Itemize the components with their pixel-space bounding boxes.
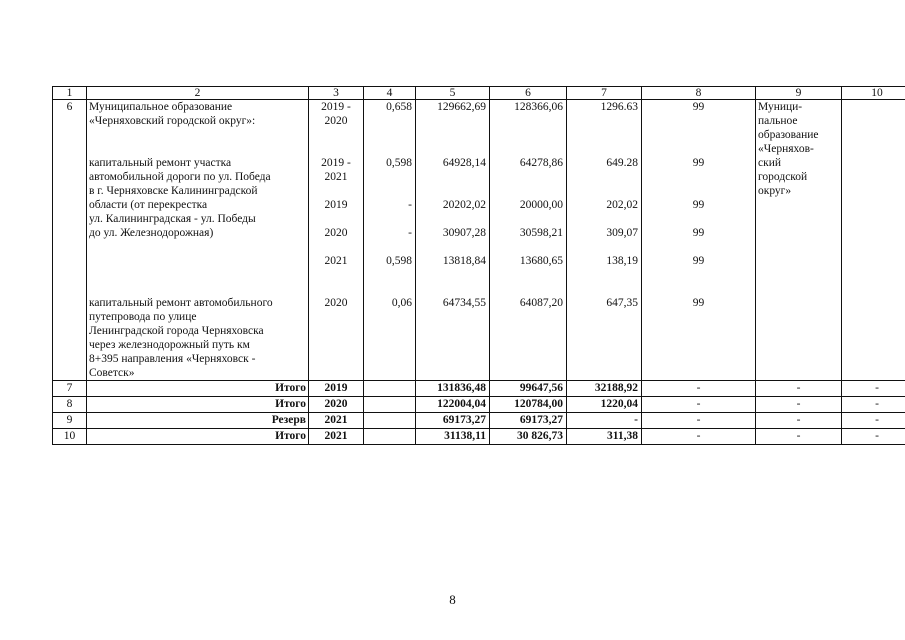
c8-value: 99 [692,255,705,267]
summary-col4 [364,429,416,445]
spacer [89,128,306,142]
spacer [569,128,638,142]
summary-row [53,429,905,445]
spacer [492,268,563,282]
c4-value: 0,598 [386,157,412,169]
summary-col7: 311,38 [567,429,642,445]
page-number: 8 [449,592,456,607]
spacer [418,184,486,198]
year-line: 2019 [324,199,348,211]
spacer [89,240,306,254]
summary-col8: - [642,429,756,445]
summary-col4 [364,381,416,397]
header-cell-3: 3 [309,87,364,100]
summary-year: 2021 [309,413,364,429]
year-line: 2020 [324,297,348,309]
c4-value: 0,06 [391,297,412,309]
year-cell [309,100,364,381]
c7-value: 202,02 [606,199,638,211]
executor-line: ский [758,157,781,169]
spacer [569,240,638,254]
summary-col6: 99647,56 [490,381,567,397]
description-line: Советск» [89,367,135,379]
summary-row [53,413,905,429]
spacer [311,212,361,226]
spacer [644,324,753,338]
description-line: Муниципальное образование [89,101,233,113]
spacer [492,310,563,324]
summary-number: 7 [53,381,87,397]
summary-col10: - [842,429,905,445]
summary-col7: 32188,92 [567,381,642,397]
spacer [418,366,486,380]
summary-year: 2020 [309,397,364,413]
summary-col4 [364,397,416,413]
table-header-row [53,87,905,100]
spacer [644,352,753,366]
spacer [311,310,361,324]
spacer [366,114,412,128]
c6-value: 13680,65 [519,255,563,267]
executor-cell [756,100,842,381]
description-line: через железнодорожный путь км [89,339,250,351]
description-line: путепровода по улице [89,311,197,323]
summary-row [53,381,905,397]
description-line: автомобильной дороги по ул. Победа [89,171,271,183]
summary-col4 [364,413,416,429]
spacer [644,366,753,380]
spacer [366,324,412,338]
spacer [366,184,412,198]
spacer [492,142,563,156]
spacer [311,240,361,254]
col8-cell [642,100,756,381]
c4-value: - [408,227,412,239]
spacer [492,366,563,380]
c6-value: 128366,06 [514,101,563,113]
summary-col9: - [756,381,842,397]
spacer [569,212,638,226]
executor-line: округ» [758,185,792,197]
spacer [418,128,486,142]
spacer [366,338,412,352]
spacer [569,324,638,338]
header-cell-7: 7 [567,87,642,100]
c7-value: 309,07 [606,227,638,239]
col4-cell [364,100,416,381]
executor-line: Муници- [758,101,803,113]
spacer [644,184,753,198]
c4-value: - [408,199,412,211]
description-line: Ленинградской города Черняховска [89,325,264,337]
spacer [492,128,563,142]
spacer [492,338,563,352]
spacer [644,268,753,282]
year-line: 2019 - [321,157,351,169]
summary-col8: - [642,381,756,397]
spacer [311,142,361,156]
spacer [644,170,753,184]
summary-number: 10 [53,429,87,445]
summary-number: 9 [53,413,87,429]
spacer [418,268,486,282]
summary-col7: - [567,413,642,429]
spacer [569,366,638,380]
spacer [366,268,412,282]
spacer [569,310,638,324]
summary-col9: - [756,397,842,413]
header-cell-1: 1 [53,87,87,100]
spacer [644,338,753,352]
summary-col5: 69173,27 [416,413,490,429]
executor-line: «Черняхов- [758,143,814,155]
description-line: «Черняховский городской округ»: [89,115,256,127]
table-body [53,87,905,445]
spacer [418,170,486,184]
summary-col6: 69173,27 [490,413,567,429]
header-cell-4: 4 [364,87,416,100]
c6-value: 30598,21 [519,227,563,239]
table-row [53,100,905,381]
col10-cell [842,100,905,381]
spacer [311,282,361,296]
year-line: 2020 [324,115,348,127]
spacer [644,114,753,128]
spacer [418,114,486,128]
summary-label: Итого [87,397,309,413]
summary-year: 2019 [309,381,364,397]
summary-col10: - [842,397,905,413]
spacer [366,310,412,324]
spacer [89,268,306,282]
spacer [644,310,753,324]
summary-col5: 131836,48 [416,381,490,397]
c8-value: 99 [692,101,705,113]
spacer [569,184,638,198]
spacer [644,240,753,254]
summary-col8: - [642,397,756,413]
spacer [418,212,486,226]
spacer [492,240,563,254]
executor-line: городской [758,171,808,183]
spacer [492,170,563,184]
summary-number: 8 [53,397,87,413]
c4-value: 0,598 [386,255,412,267]
c6-value: 64278,86 [519,157,563,169]
spacer [366,142,412,156]
spacer [366,282,412,296]
summary-col5: 31138,11 [416,429,490,445]
spacer [492,352,563,366]
col5-cell [416,100,490,381]
spacer [311,128,361,142]
summary-col8: - [642,413,756,429]
summary-label: Резерв [87,413,309,429]
spacer [366,366,412,380]
row-number-cell [53,100,87,381]
spacer [311,352,361,366]
row-number: 6 [66,101,73,113]
spacer [366,240,412,254]
year-line: 2019 - [321,101,351,113]
spacer [569,268,638,282]
spacer [311,184,361,198]
spacer [569,352,638,366]
c8-value: 99 [692,297,705,309]
spacer [418,240,486,254]
c7-value: 138,19 [606,255,638,267]
col7-cell [567,100,642,381]
summary-col10: - [842,381,905,397]
header-cell-5: 5 [416,87,490,100]
description-line: 8+395 направления «Черняховск - [89,353,256,365]
c6-value: 64087,20 [519,297,563,309]
executor-line: образование [758,129,819,141]
spacer [418,282,486,296]
header-cell-2: 2 [87,87,309,100]
spacer [492,184,563,198]
executor-line: пальное [758,115,798,127]
spacer [644,282,753,296]
spacer [311,338,361,352]
spacer [492,324,563,338]
header-cell-10: 10 [842,87,905,100]
summary-label: Итого [87,381,309,397]
spacer [418,352,486,366]
c4-value: 0,658 [386,101,412,113]
spacer [366,128,412,142]
spacer [89,254,306,268]
c8-value: 99 [692,199,705,211]
summary-row [53,397,905,413]
spacer [418,142,486,156]
description-line: ул. Калининградская - ул. Победы [89,213,256,225]
spacer [569,114,638,128]
spacer [311,366,361,380]
c5-value: 64734,55 [442,297,486,309]
spacer [418,310,486,324]
c5-value: 129662,69 [437,101,486,113]
spacer [492,114,563,128]
spacer [569,282,638,296]
description-line: в г. Черняховске Калининградской [89,185,258,197]
summary-col6: 120784,00 [490,397,567,413]
c7-value: 647,35 [606,297,638,309]
year-line: 2021 [324,171,348,183]
c7-value: 1296.63 [600,101,638,113]
year-line: 2021 [324,255,348,267]
spacer [644,142,753,156]
description-line: области (от перекрестка [89,199,208,211]
c7-value: 649.28 [606,157,638,169]
spacer [418,324,486,338]
spacer [366,170,412,184]
c8-value: 99 [692,157,705,169]
spacer [492,282,563,296]
c5-value: 64928,14 [442,157,486,169]
data-table [52,86,905,445]
spacer [89,282,306,296]
spacer [644,128,753,142]
c5-value: 30907,28 [442,227,486,239]
c5-value: 13818,84 [442,255,486,267]
col6-cell [490,100,567,381]
summary-label: Итого [87,429,309,445]
header-cell-9: 9 [756,87,842,100]
spacer [569,170,638,184]
header-cell-8: 8 [642,87,756,100]
spacer [311,324,361,338]
spacer [89,142,306,156]
c6-value: 20000,00 [519,199,563,211]
description-line: капитальный ремонт участка [89,157,232,169]
spacer [644,212,753,226]
c5-value: 20202,02 [442,199,486,211]
spacer [366,212,412,226]
c8-value: 99 [692,227,705,239]
description-line: капитальный ремонт автомобильного [89,297,273,309]
spacer [492,212,563,226]
spacer [366,352,412,366]
header-cell-6: 6 [490,87,567,100]
summary-col5: 122004,04 [416,397,490,413]
summary-col6: 30 826,73 [490,429,567,445]
spacer [311,268,361,282]
summary-col7: 1220,04 [567,397,642,413]
spacer [569,142,638,156]
summary-col9: - [756,429,842,445]
spacer [569,338,638,352]
description-cell [87,100,309,381]
description-line: до ул. Железнодорожная) [89,227,214,239]
summary-year: 2021 [309,429,364,445]
spacer [418,338,486,352]
summary-col10: - [842,413,905,429]
year-line: 2020 [324,227,348,239]
summary-col9: - [756,413,842,429]
